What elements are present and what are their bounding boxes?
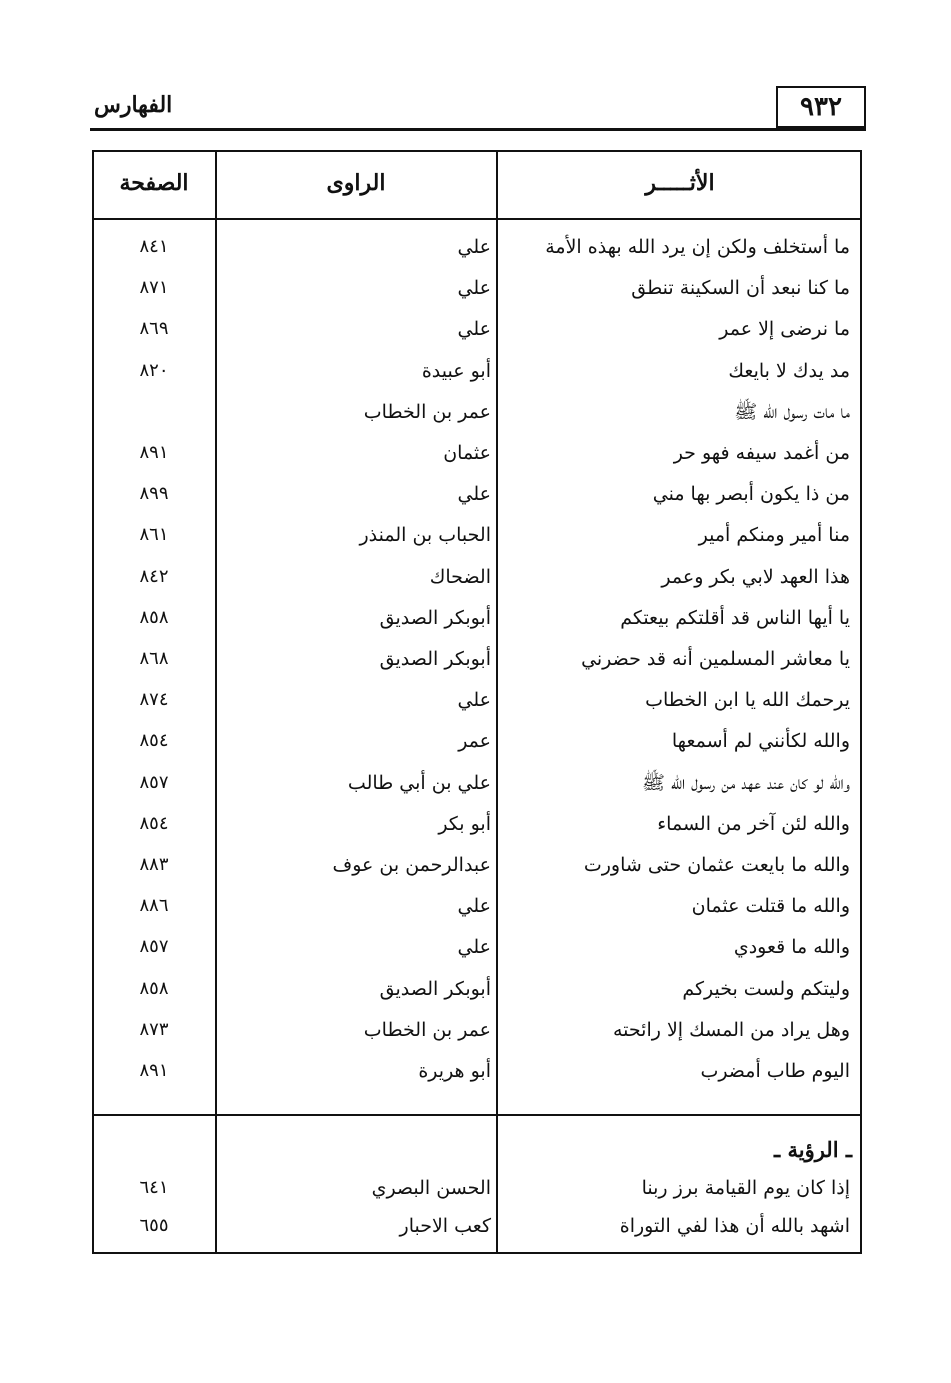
table-row xyxy=(94,680,860,720)
column-header-rawi: الراوى xyxy=(326,170,386,196)
table-row xyxy=(94,1206,860,1246)
rawi-cell: أبوبكر الصديق xyxy=(379,606,491,629)
page-cell: ٨٥٨ xyxy=(139,606,169,628)
index-table xyxy=(92,150,862,1254)
page-cell: ٨٤٢ xyxy=(139,565,169,587)
athar-cell: والله ما بايعت عثمان حتى شاورت xyxy=(583,854,850,876)
table-row xyxy=(94,433,860,473)
rawi-cell: علي xyxy=(457,277,491,300)
rawi-cell: الضحاك xyxy=(429,565,491,588)
section-divider xyxy=(94,1114,860,1116)
rawi-cell: عثمان xyxy=(443,442,491,464)
page-cell: ٨٥٨ xyxy=(139,977,169,999)
rawi-cell: عمر بن الخطاب xyxy=(363,1018,491,1041)
rawi-cell: علي xyxy=(457,483,491,506)
rawi-cell: أبوبكر الصديق xyxy=(379,648,491,670)
table-row xyxy=(94,1168,860,1208)
athar-cell: وهل يراد من المسك إلا رائحته xyxy=(613,1018,850,1041)
page-cell: ٨٧٤ xyxy=(139,689,169,711)
table-row xyxy=(94,474,860,514)
table-row xyxy=(94,927,860,967)
page-cell: ٨٩١ xyxy=(139,442,169,463)
section-title: ـ الرؤية ـ xyxy=(774,1137,852,1162)
page-cell: ٨٨٦ xyxy=(139,895,169,917)
athar-cell: من أغمد سيفه فهو حر xyxy=(673,442,850,464)
athar-cell: والله لكأنني لم أسمعها xyxy=(671,730,850,753)
page-cell: ٦٥٥ xyxy=(139,1215,169,1236)
table-row xyxy=(94,845,860,885)
athar-cell: مد يدك لا بايعك xyxy=(728,359,850,382)
athar-cell: منا أمير ومنكم أمير xyxy=(698,524,850,547)
table-row xyxy=(94,515,860,555)
page-header xyxy=(90,84,866,130)
page-cell: ٨٨٣ xyxy=(139,854,169,875)
page-cell: ٨٢٠ xyxy=(139,359,169,381)
running-title: الفهارس xyxy=(94,92,173,118)
table-row xyxy=(94,1010,860,1050)
athar-cell: والله ما قعودي xyxy=(733,936,850,959)
athar-cell: والله ما قتلت عثمان xyxy=(691,895,850,918)
page-cell: ٦٤١ xyxy=(139,1177,169,1198)
table-row xyxy=(94,598,860,638)
table-row xyxy=(94,639,860,679)
table-row xyxy=(94,227,860,267)
page-cell: ٨٥٧ xyxy=(139,936,169,958)
table-row xyxy=(94,309,860,349)
page-cell: ٨٦١ xyxy=(139,524,169,546)
athar-cell: يا معاشر المسلمين أنه قد حضرني xyxy=(581,648,850,670)
athar-cell: والله لو كان عند عهد من رسول الله ﷺ xyxy=(641,771,850,794)
table-row xyxy=(94,886,860,926)
table-row xyxy=(94,804,860,844)
athar-cell: من ذا يكون أبصر بها مني xyxy=(652,483,850,506)
rawi-cell: علي xyxy=(457,318,491,341)
page-cell: ٨٦٩ xyxy=(139,318,169,340)
athar-cell: اليوم طاب أمضرب xyxy=(700,1060,850,1082)
athar-cell: ما أستخلف ولكن إن يرد الله بهذه الأمة xyxy=(545,236,850,258)
page-cell: ٨٥٧ xyxy=(139,771,169,793)
table-row xyxy=(94,1051,860,1091)
rawi-cell: علي xyxy=(457,895,491,918)
page-cell: ٨٩١ xyxy=(139,1060,169,1081)
table-row xyxy=(94,351,860,391)
page-cell: ٨٧١ xyxy=(139,277,169,299)
athar-cell: ما مات رسول الله ﷺ xyxy=(734,400,850,423)
athar-cell: إذا كان يوم القيامة برز ربنا xyxy=(641,1177,850,1199)
rawi-cell: أبوبكر الصديق xyxy=(379,977,491,1000)
table-row xyxy=(94,557,860,597)
rawi-cell: كعب الاحبار xyxy=(399,1215,491,1237)
page-number: ٩٣٢ xyxy=(776,86,866,128)
page-cell: ٨٥٤ xyxy=(139,730,169,752)
athar-cell: ما نرضى إلا عمر xyxy=(719,318,850,341)
rawi-cell: الحباب بن المنذر xyxy=(359,524,491,547)
column-header-page: الصفحة xyxy=(119,170,189,196)
rawi-cell: علي xyxy=(457,236,491,258)
page-cell: ٨٥٤ xyxy=(139,812,169,834)
table-row xyxy=(94,969,860,1009)
header-rule xyxy=(90,128,866,131)
rawi-cell: علي xyxy=(457,936,491,959)
rawi-cell: عمر xyxy=(458,730,491,753)
table-row xyxy=(94,721,860,761)
rawi-cell: الحسن البصري xyxy=(371,1177,491,1199)
athar-cell: والله لئن آخر من السماء xyxy=(657,812,850,835)
table-row xyxy=(94,763,860,803)
table-row xyxy=(94,268,860,308)
rawi-cell: علي بن أبي طالب xyxy=(347,771,491,794)
rawi-cell: عمر بن الخطاب xyxy=(363,400,491,423)
athar-cell: يرحمك الله يا ابن الخطاب xyxy=(645,689,850,712)
rawi-cell: أبو بكر xyxy=(438,812,491,835)
athar-cell: يا أيها الناس قد أقلتكم بيعتكم xyxy=(620,606,850,629)
athar-cell: هذا العهد لابي بكر وعمر xyxy=(661,565,850,588)
page-cell: ٨٤١ xyxy=(139,236,169,257)
athar-cell: ما كنا نبعد أن السكينة تنطق xyxy=(631,277,850,300)
page-cell: ٨٦٨ xyxy=(139,648,169,669)
athar-cell: وليتكم ولست بخيركم xyxy=(682,977,850,1000)
column-header-athar: الأثـــــر xyxy=(645,170,715,196)
rawi-cell: أبو عبيدة xyxy=(421,359,491,382)
header-divider xyxy=(94,218,860,220)
page-cell: ٨٩٩ xyxy=(139,483,169,505)
table-row xyxy=(94,392,860,432)
rawi-cell: علي xyxy=(457,689,491,712)
rawi-cell: عبدالرحمن بن عوف xyxy=(332,854,491,876)
rawi-cell: أبو هريرة xyxy=(418,1060,491,1082)
page-cell: ٨٧٣ xyxy=(139,1018,169,1040)
athar-cell: اشهد بالله أن هذا لفي التوراة xyxy=(619,1215,850,1237)
page-cell xyxy=(94,392,214,432)
